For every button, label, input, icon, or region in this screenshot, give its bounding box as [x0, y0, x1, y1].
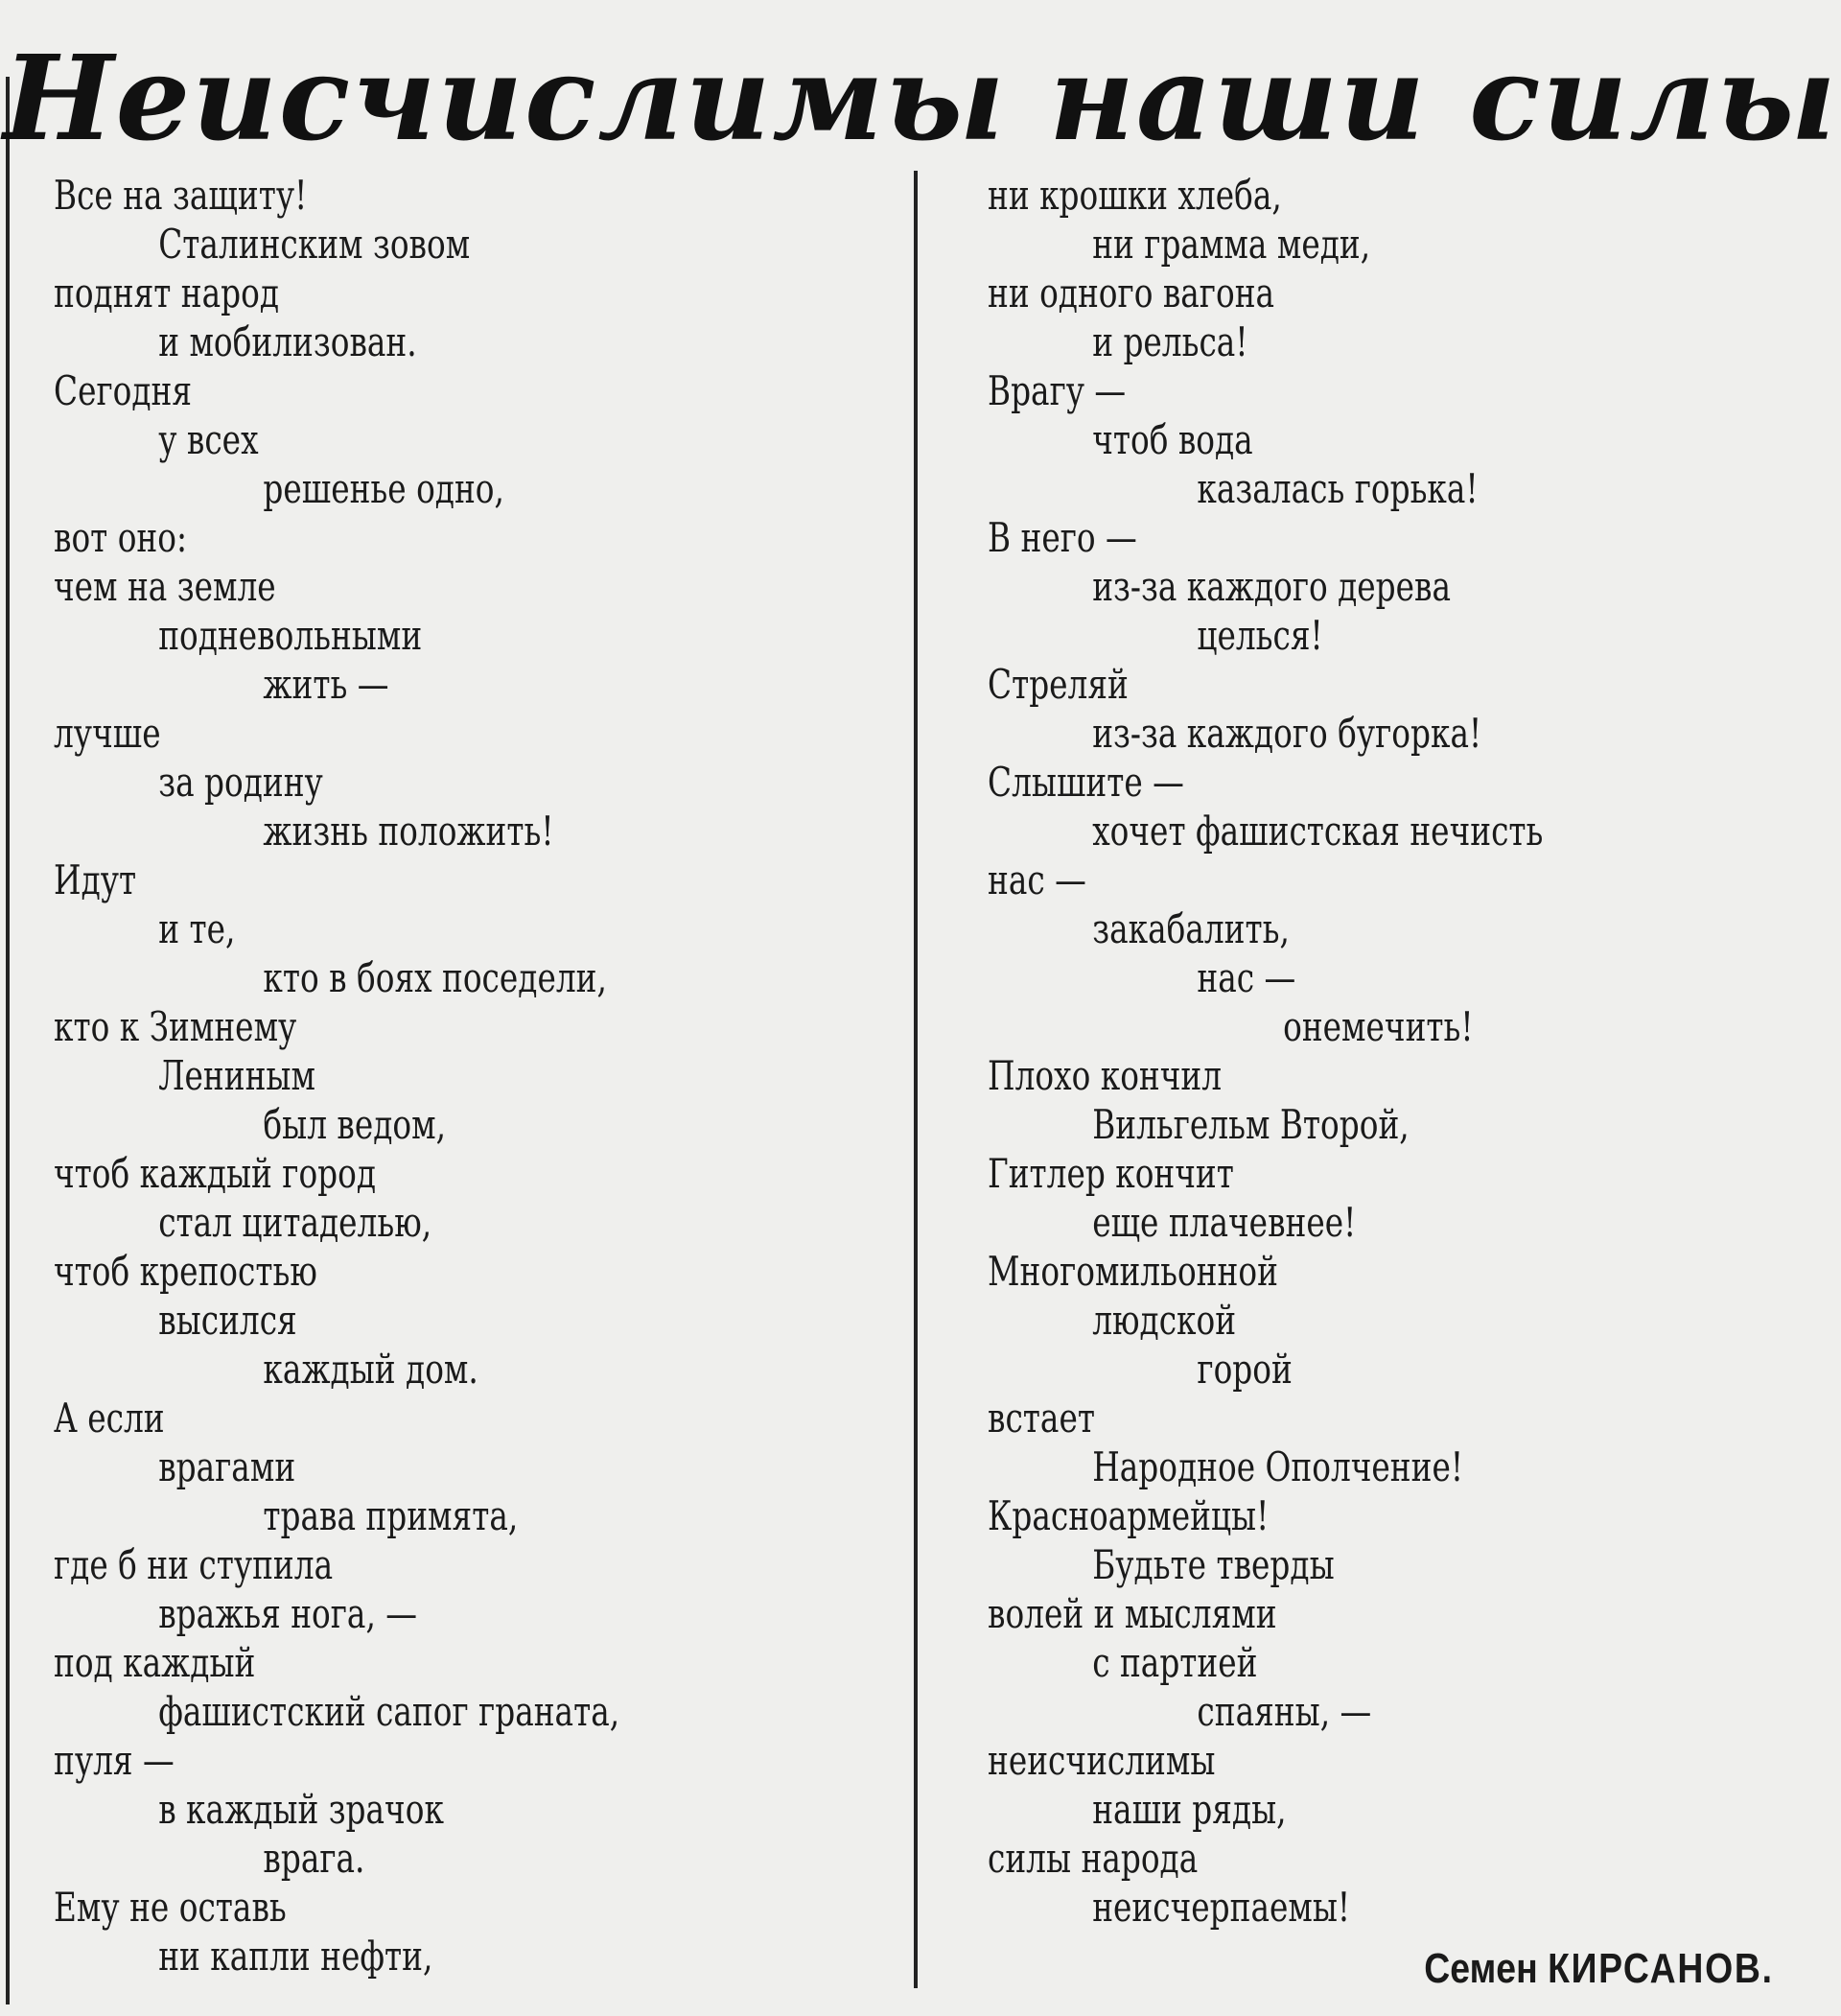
poem-line: в каждый зрачок — [158, 1786, 444, 1833]
poem-line: целься! — [1197, 612, 1323, 659]
poem-line: трава примята, — [263, 1492, 519, 1539]
poem-line: из-за каждого дерева — [1092, 563, 1452, 610]
poem-line: пуля — — [54, 1737, 175, 1784]
poem-line: Будьте тверды — [1092, 1541, 1335, 1588]
poem-line: Сталинским зовом — [158, 221, 471, 268]
poem-line: Стреляй — [988, 661, 1129, 708]
poem-line: ни капли нефти, — [158, 1933, 433, 1980]
poem-line: В него — — [988, 514, 1137, 561]
poem-line: Плохо кончил — [988, 1052, 1223, 1099]
author-surname: КИРСАНОВ. — [1548, 1945, 1774, 1992]
poem-line: неисчерпаемы! — [1092, 1884, 1351, 1931]
poem-line: Красноармейцы! — [988, 1492, 1270, 1539]
poem-line: был ведом, — [263, 1101, 447, 1148]
poem-line: кто к Зимнему — [54, 1003, 297, 1050]
poem-line: Ему не оставь — [54, 1884, 287, 1931]
poem-line: и рельса! — [1092, 318, 1248, 365]
poem-line: хочет фашистская нечисть — [1092, 808, 1544, 855]
poem-line: ни одного вагона — [988, 270, 1275, 316]
poem-left-column — [54, 171, 897, 1981]
poem-line: поднят народ — [54, 270, 279, 316]
poem-line: людской — [1092, 1297, 1237, 1344]
poem-title: Неисчислимы наши силы — [3, 29, 1838, 167]
poem-line: Сегодня — [54, 367, 193, 414]
poem-line: Многомильонной — [988, 1248, 1278, 1295]
poem-line: у всех — [158, 416, 259, 463]
poem-line: Идут — [54, 856, 137, 903]
author-first-name: Семен — [1424, 1945, 1538, 1992]
poem-line: еще плачевнее! — [1092, 1199, 1357, 1246]
poem-line: Вильгельм Второй, — [1092, 1101, 1410, 1148]
poem-line: Все на защиту! — [54, 172, 308, 219]
poem-line: чтоб вода — [1092, 416, 1253, 463]
poem-line: неисчислимы — [988, 1737, 1216, 1784]
poem-line: А если — [54, 1395, 165, 1442]
poem-line: высился — [158, 1297, 297, 1344]
poem-line: чтоб крепостью — [54, 1248, 317, 1295]
poem-line: и мобилизован. — [158, 318, 417, 365]
poem-line: казалась горька! — [1197, 465, 1479, 512]
left-border-rule — [6, 77, 10, 2004]
poem-line: лучше — [54, 710, 161, 757]
poem-line: жизнь положить! — [263, 808, 554, 855]
poem-line: где б ни ступила — [54, 1541, 334, 1588]
poem-line: закабалить, — [1092, 905, 1290, 952]
poem-line: встает — [988, 1395, 1095, 1442]
poem-line: с партией — [1092, 1639, 1258, 1686]
poem-line: Народное Ополчение! — [1092, 1443, 1464, 1490]
poem-line: врагами — [158, 1443, 296, 1490]
poem-line: волей и мыслями — [988, 1590, 1277, 1637]
poem-line: наши ряды, — [1092, 1786, 1287, 1833]
poem-line: под каждый — [54, 1639, 256, 1686]
poem-line: вот оно: — [54, 514, 188, 561]
poem-line: подневольными — [158, 612, 423, 659]
poem-line: силы народа — [988, 1835, 1199, 1882]
poem-line: онемечить! — [1283, 1003, 1474, 1050]
poem-line: из-за каждого бугорка! — [1092, 710, 1482, 757]
poem-line: Лениным — [158, 1052, 315, 1099]
poem-line: Врагу — — [988, 367, 1127, 414]
poem-line: нас — — [1197, 954, 1296, 1001]
poem-line: горой — [1197, 1346, 1293, 1393]
poem-line: спаяны, — — [1197, 1688, 1372, 1735]
poem-line: и те, — [158, 905, 236, 952]
poem-line: вражья нога, — — [158, 1590, 418, 1637]
poem-right-column — [988, 171, 1831, 1932]
author-signature — [1425, 1945, 1774, 1993]
poem-line: стал цитаделью, — [158, 1199, 432, 1246]
column-divider — [914, 171, 918, 1988]
poem-line: ни грамма меди, — [1092, 221, 1371, 268]
poem-line: врага. — [263, 1835, 365, 1882]
poem-line: чтоб каждый город — [54, 1150, 377, 1197]
poem-line: решенье одно, — [263, 465, 504, 512]
poem-line: жить — — [263, 661, 389, 708]
poem-line: Слышите — — [988, 759, 1184, 806]
poem-line: фашистский сапог граната, — [158, 1688, 620, 1735]
poem-line: кто в боях поседели, — [263, 954, 607, 1001]
poem-line: нас — — [988, 856, 1086, 903]
poem-line: за родину — [158, 759, 323, 806]
poem-line: каждый дом. — [263, 1346, 478, 1393]
poem-line: Гитлер кончит — [988, 1150, 1234, 1197]
poem-line: ни крошки хлеба, — [988, 172, 1282, 219]
poem-line: чем на земле — [54, 563, 276, 610]
